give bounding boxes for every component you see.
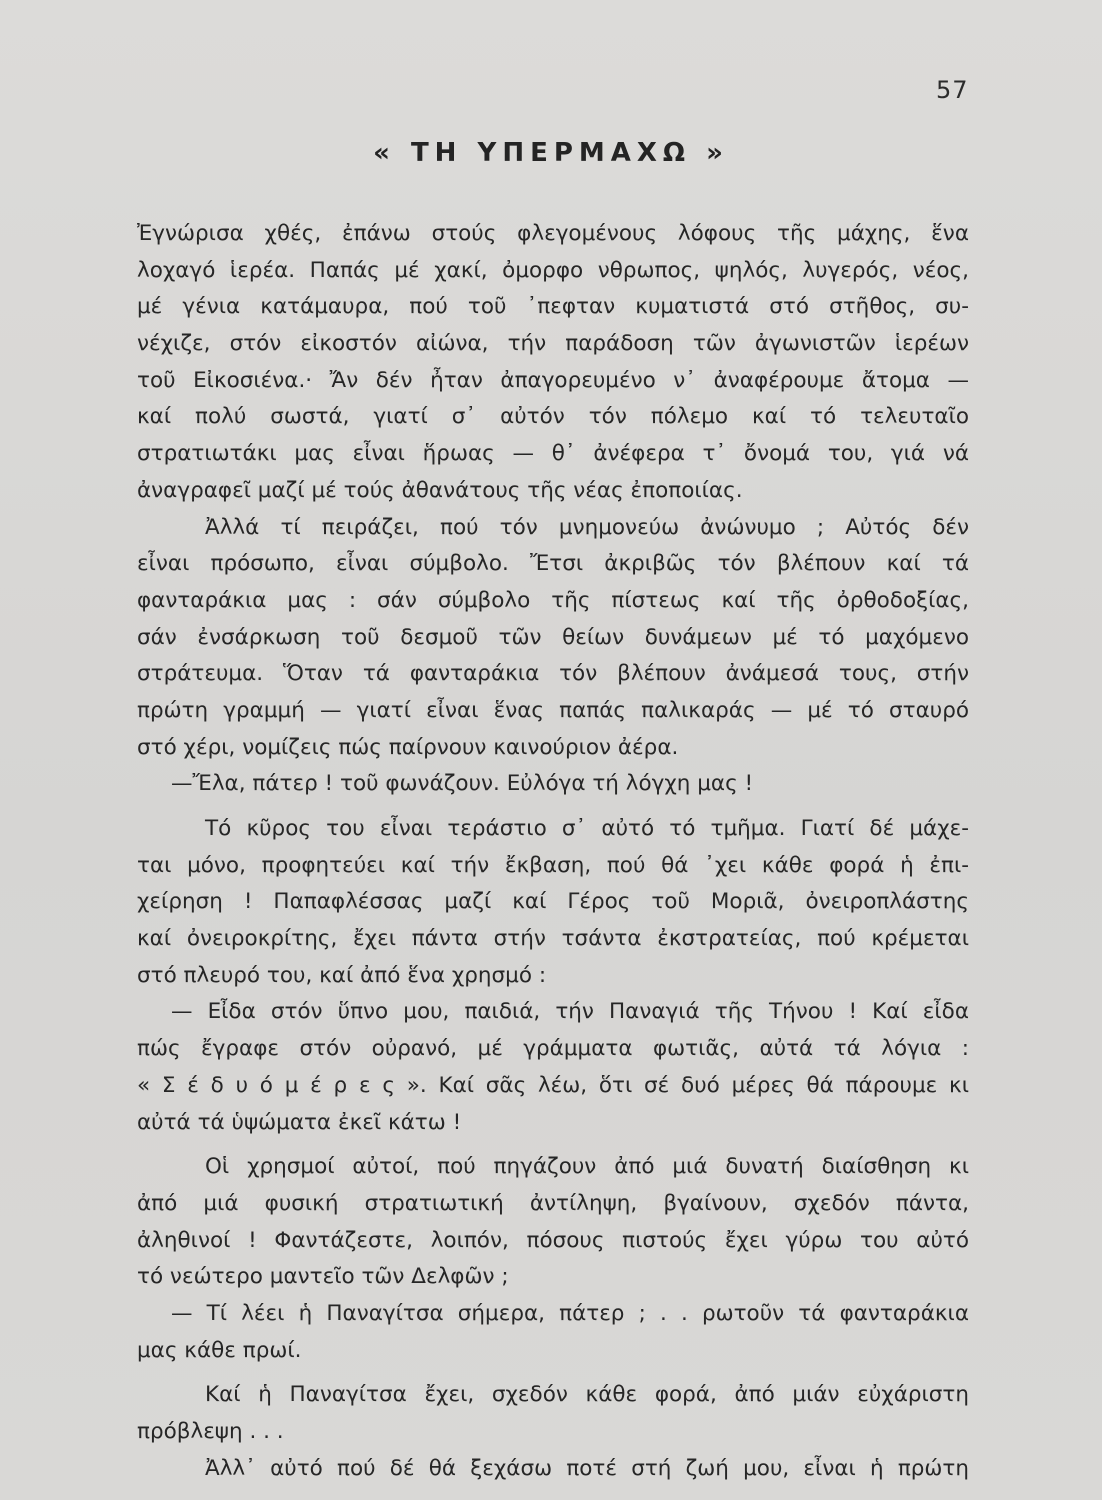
page-number: 57 <box>936 76 969 104</box>
text-line: πρόβλεψη . . . <box>137 1419 284 1444</box>
text-line: αὐτά τά ὑψώματα ἐκεῖ κάτω ! <box>137 1109 462 1135</box>
text-line: Ἀλλά τί πειράζει, πού τόν μνημονεύω ἀνώνυμο ; Αὐτός δέν <box>205 514 969 540</box>
text-line: λοχαγό ἱερέα. Παπάς μέ χακί, ὀμορφο νθρωπος, ψηλός, λυγερός, νέος, <box>137 257 969 283</box>
text-line: στό πλευρό του, καί ἀπό ἕνα χρησμό : <box>137 962 547 988</box>
text-line: μας κάθε πρωί. <box>137 1337 302 1363</box>
text-line: σάν ἐνσάρκωση τοῦ δεσμοῦ τῶν θείων δυνάμεων μέ τό μαχόμενο <box>137 624 969 650</box>
text-line: στράτευμα. Ὅταν τά φανταράκια τόν βλέπουν ἀνάμεσά τους, στήν <box>137 661 969 687</box>
text-line: ἀπό μιά φυσική στρατιωτική ἀντίληψη, βγαίνουν, σχεδόν πάντα, <box>137 1190 969 1216</box>
text-line: καί ὀνειροκρίτης, ἔχει πάντα στήν τσάντα ἐκστρατείας, πού κρέμεται <box>137 926 969 952</box>
text-line: πώς ἔγραφε στόν οὐρανό, μέ γράμματα φωτιᾶς, αὐτά τά λόγια : <box>137 1036 969 1062</box>
text-line: « Σ έ δ υ ό μ έ ρ ε ς ». Καί σᾶς λέω, ὅτι σέ δυό μέρες θά πάρουμε κι <box>137 1072 969 1098</box>
text-line: φανταράκια μας : σάν σύμβολο τῆς πίστεως καί τῆς ὀρθοδοξίας, <box>137 587 969 613</box>
body-text <box>137 216 969 1487</box>
text-line: Καί ἡ Παναγίτσα ἔχει, σχεδόν κάθε φορά, ἀπό μιάν εὐχάριστη <box>205 1382 969 1408</box>
text-line: Ἐγνώρισα χθές, ἐπάνω στούς φλεγομένους λόφους τῆς μάχης, ἕνα <box>137 221 969 246</box>
text-line: πρώτη γραμμή — γιατί εἶναι ἕνας παπάς παλικαράς — μέ τό σταυρό <box>137 697 969 723</box>
text-line: εἶναι πρόσωπο, εἶναι σύμβολο. Ἔτσι ἀκριβῶς τόν βλέπουν καί τά <box>137 551 969 577</box>
text-line: τό νεώτερο μαντεῖο τῶν Δελφῶν ; <box>137 1264 509 1290</box>
text-line: χείρηση ! Παπαφλέσσας μαζί καί Γέρος τοῦ Μοριᾶ, ὀνειροπλάστης <box>137 889 969 915</box>
text-line: — Τί λέει ἡ Παναγίτσα σήμερα, πάτερ ; . . ρωτοῦν τά φανταράκια <box>171 1300 969 1326</box>
text-line: τοῦ Εἰκοσιένα.· Ἄν δέν ἦταν ἀπαγορευμένο ν᾿ ἀναφέρουμε ἄτομα — <box>137 367 969 393</box>
text-line: στρατιωτάκι μας εἶναι ἥρωας — θ᾿ ἀνέφερα τ᾿ ὄνομά του, γιά νά <box>137 441 969 467</box>
text-line: ἀληθινοί ! Φαντάζεστε, λοιπόν, πόσους πιστούς ἔχει γύρω του αὐτό <box>137 1227 969 1253</box>
text-line: Οἱ χρησμοί αὐτοί, πού πηγάζουν ἀπό μιά δυνατή διαίσθηση κι <box>205 1154 969 1180</box>
text-line: νέχιζε, στόν εἰκοστόν αἰώνα, τήν παράδοση τῶν ἀγωνιστῶν ἱερέων <box>137 331 969 357</box>
text-line: Ἀλλ᾿ αὐτό πού δέ θά ξεχάσω ποτέ στή ζωή μου, εἶναι ἡ πρώτη <box>205 1455 969 1481</box>
chapter-title: « ΤΗ ΥΠΕΡΜΑΧΩ » <box>373 138 729 168</box>
text-line: μέ γένια κατάμαυρα, πού τοῦ ᾿πεφταν κυματιστά στό στῆθος, συ- <box>137 294 969 320</box>
text-line: —Ἔλα, πάτερ ! τοῦ φωνάζουν. Εὐλόγα τή λόγχη μας ! <box>171 771 754 797</box>
text-line: — Εἶδα στόν ὕπνο μου, παιδιά, τήν Παναγιά τῆς Τήνου ! Καί εἶδα <box>171 999 969 1025</box>
text-line: στό χέρι, νομίζεις πώς παίρνουν καινούριον ἀέρα. <box>137 734 679 760</box>
text-line: Τό κῦρος του εἶναι τεράστιο σ᾿ αὐτό τό τμῆμα. Γιατί δέ μάχε- <box>205 816 969 841</box>
text-line: ται μόνο, προφητεύει καί τήν ἔκβαση, πού θά ᾿χει κάθε φορά ἡ ἐπι- <box>137 852 969 878</box>
text-line: ἀναγραφεῖ μαζί μέ τούς ἀθανάτους τῆς νέας ἐποποιίας. <box>137 477 743 503</box>
text-line: καί πολύ σωστά, γιατί σ᾿ αὐτόν τόν πόλεμο καί τό τελευταῖο <box>137 404 969 430</box>
